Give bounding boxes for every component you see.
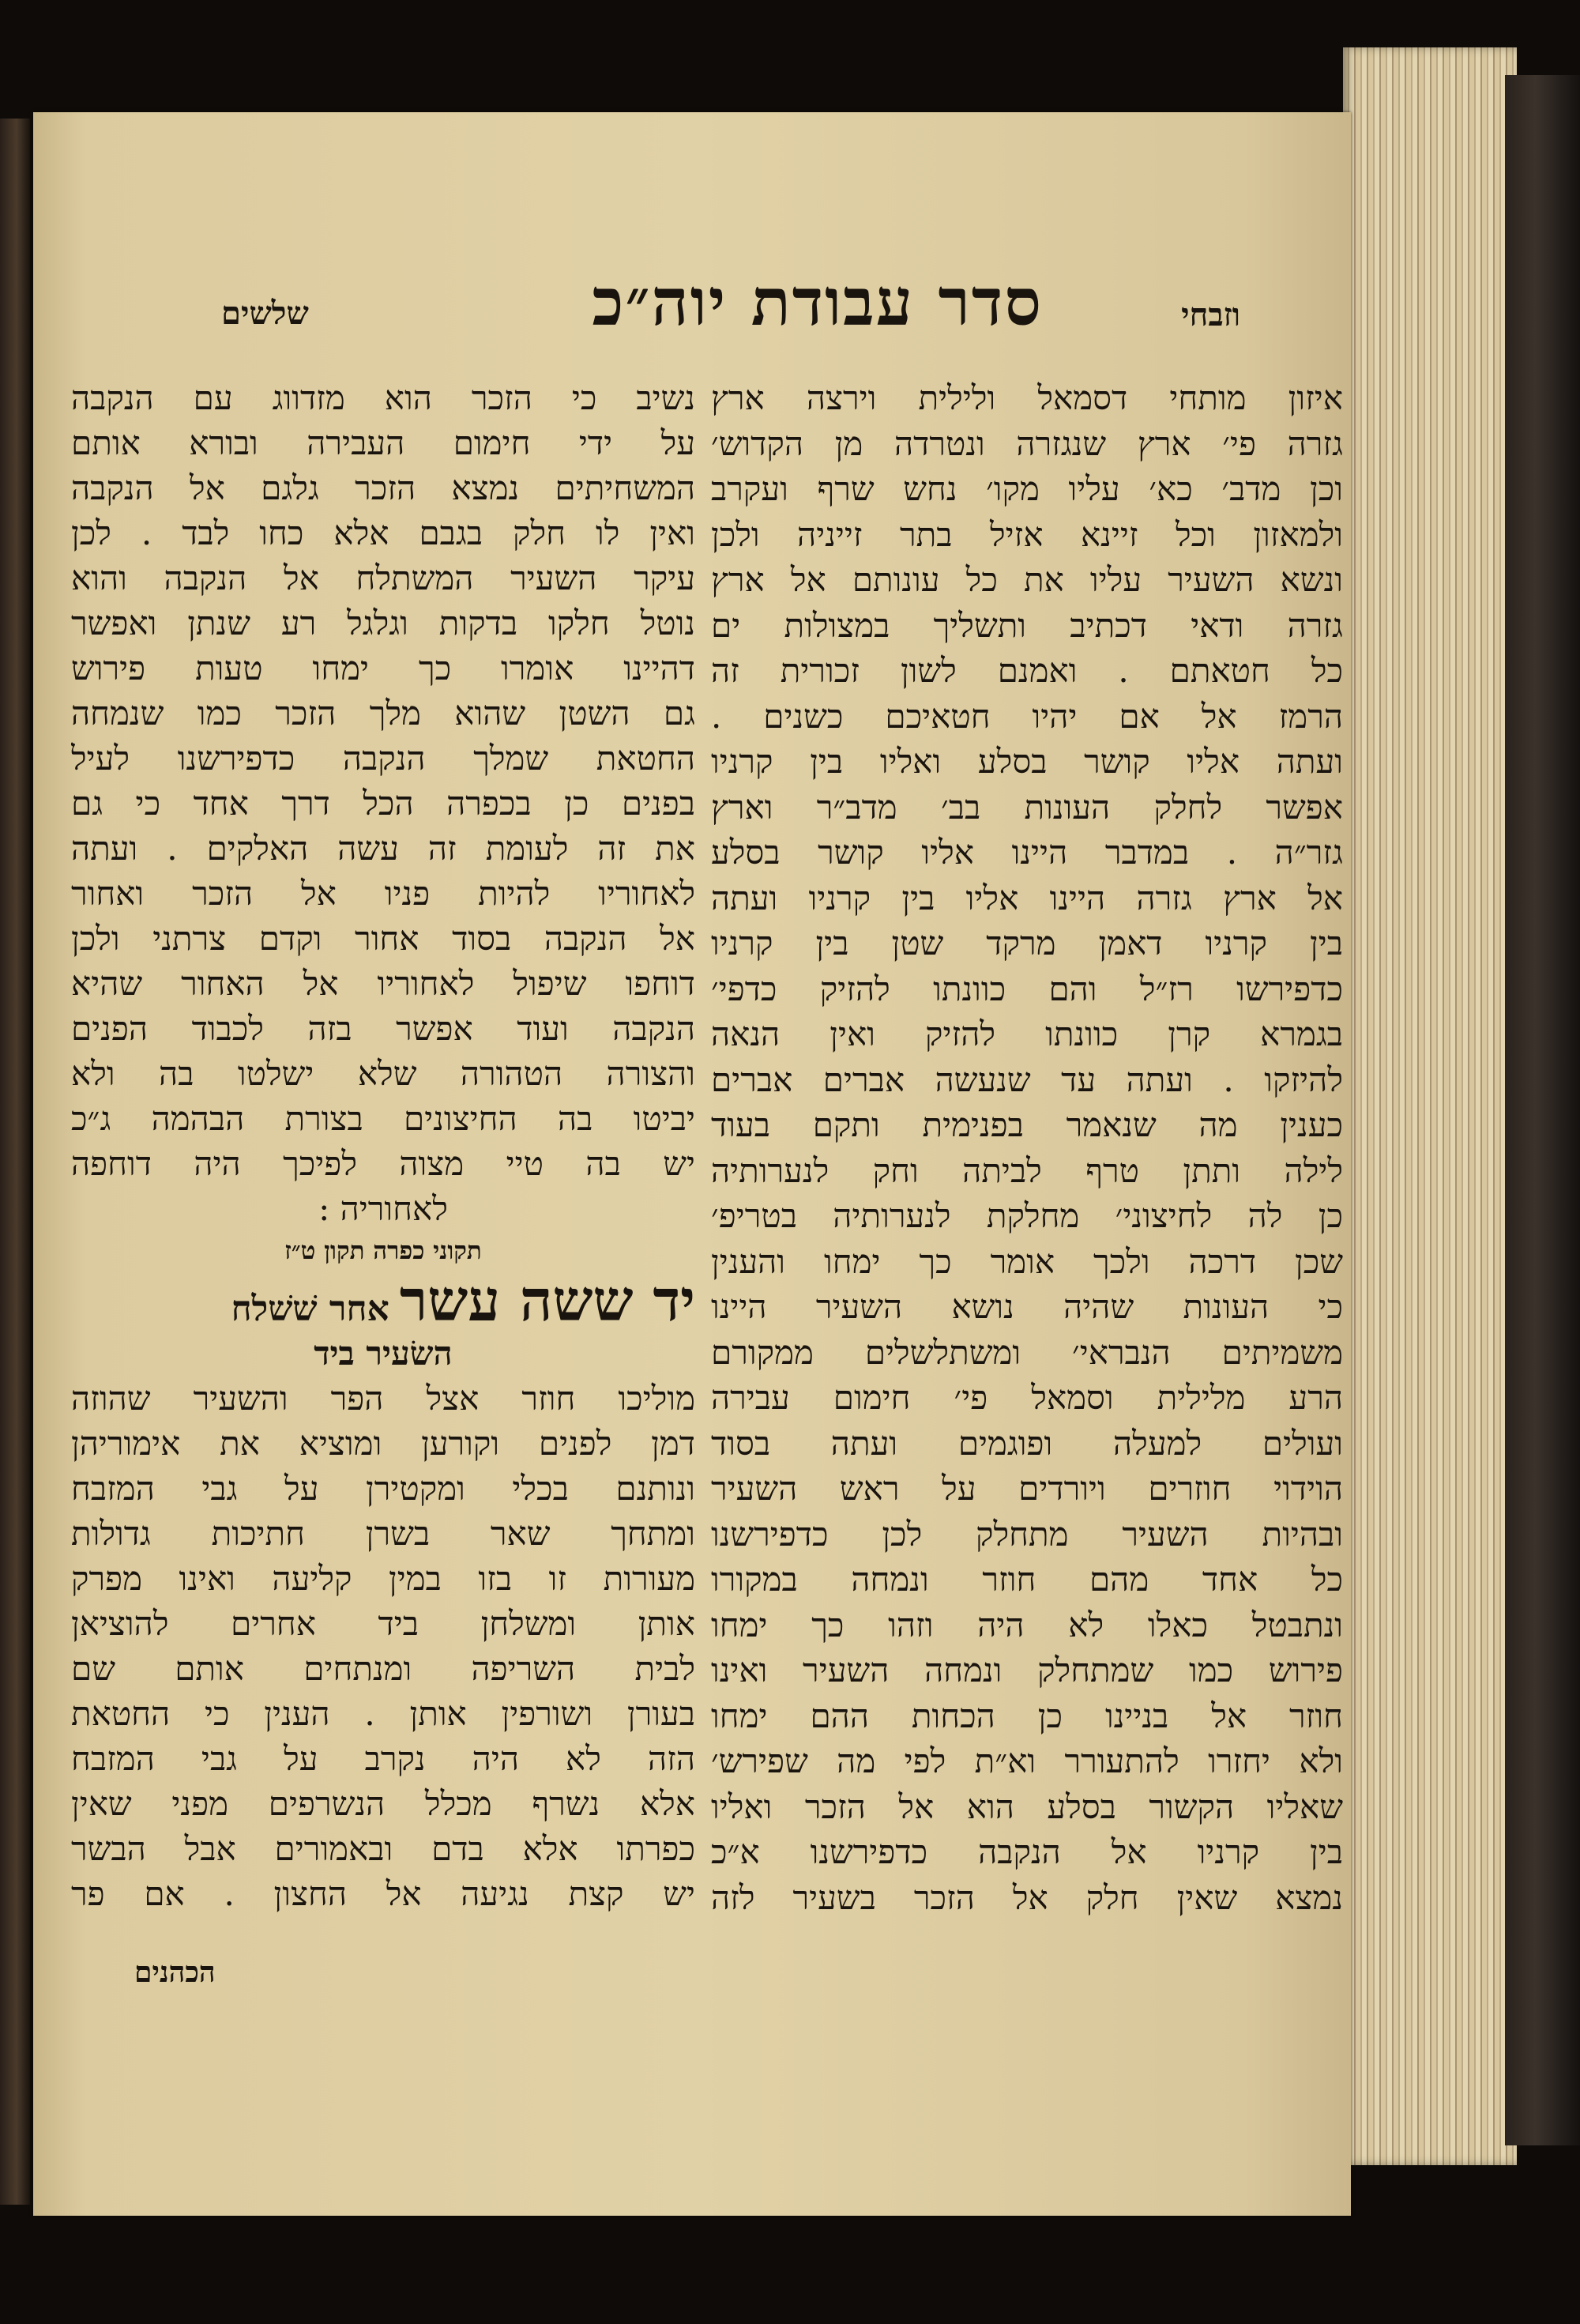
text-line: ונתבטל כאלו לא היה וזהו כך ימחו xyxy=(711,1605,1343,1644)
text-line: איזון מותחי דסמאל ולילית וירצה ארץ xyxy=(711,379,1343,417)
text-line: פירוש כמו שמתחלק ונמחה השעיר ואינו xyxy=(711,1651,1343,1689)
text-line: יש בה טיי מצוה לפיכך היה דוחפה xyxy=(71,1144,695,1183)
text-line: ועולים למעלה ופוגמים ועתה בסוד xyxy=(711,1423,1343,1463)
text-line: להיזקו . ועתה עד שנעשה אברים אברים xyxy=(711,1060,1343,1099)
text-line: המשחיתים נמצא הזכר גלגם אל הנקבה xyxy=(71,469,695,507)
text-line: אפשר לחלק העונות בב׳ מדב״ר וארץ xyxy=(711,787,1343,827)
text-line: בפנים כן בכפרה הכל דרך אחד כי גם xyxy=(71,784,695,823)
text-line: חוזר אל בניינו כן הכחות ההם ימחו xyxy=(711,1696,1343,1735)
left-column-commentary xyxy=(71,375,695,1186)
section-title-tail: אחר שׁשׁלח xyxy=(231,1289,389,1329)
text-line: כל אחד מהם חוזר ונמחה במקורו xyxy=(711,1560,1343,1599)
text-line: ונשא השעיר עליו את כל עונותם אל ארץ xyxy=(711,560,1343,599)
text-line: את זה לעומת זה עשה האלקים . ועתה xyxy=(71,829,695,868)
text-line: מעורות זו בזו במין קליעה ואינו מפרק xyxy=(71,1559,695,1598)
text-line: שכן דרכה ולכך אומר כך ימחו והענין xyxy=(711,1241,1343,1281)
running-head-title: סדר עבודת יוה״כ xyxy=(592,265,1043,341)
text-line: יביטו בה החיצונים בצורת הבהמה ג״כ xyxy=(71,1099,695,1138)
text-line: ונותנם בכלי ומקטירן על גבי המזבח xyxy=(71,1469,695,1508)
text-line: בין קרניו דאמן מרקד שטן בין קרניו xyxy=(711,924,1343,962)
catchword: הכהנים xyxy=(134,1956,216,1989)
text-line: עיקר השעיר המשתלח אל הנקבה והוא xyxy=(71,559,695,597)
text-line: כי העונות שהיה נושא השעיר היינו xyxy=(711,1287,1343,1326)
text-line: ואין לו חלק בגבם אלא כחו לבד . לכן xyxy=(71,514,695,552)
text-line: הרע מלילית וסמאל פי׳ חימום עבירה xyxy=(711,1378,1343,1417)
text-line: נשיב כי הזכר הוא מזדווג עם הנקבה xyxy=(71,379,695,417)
commentary-closing: לאחוריה : xyxy=(318,1189,448,1228)
text-line: לילה ותתן טרף לביתה וחק לנערותיה xyxy=(711,1151,1343,1190)
text-line: החטאת שמלך הנקבה כדפירשנו לעיל xyxy=(71,739,695,778)
text-line: לבית השריפה ומנתחים אותם שם xyxy=(71,1649,695,1688)
right-column xyxy=(711,375,1343,1920)
text-line: משמיתים הנבראי׳ ומשתלשלים ממקורם xyxy=(711,1332,1343,1372)
text-line: והצורה הטהורה שלא ישלטו בה ולא xyxy=(71,1054,695,1093)
text-line: הוידוי חוזרים ויורדים על ראש השעיר xyxy=(711,1469,1343,1508)
text-line: הנקבה ועוד אפשר בזה לכבוד הפנים xyxy=(71,1009,695,1048)
text-line: נוטל חלקו בדקות וגלגל רע שנתן ואפשר xyxy=(71,604,695,642)
page-stack-edges xyxy=(1343,47,1517,2165)
text-line: גזרה פי׳ ארץ שנגזרה ונטרדה מן הקדוש׳ xyxy=(711,424,1343,463)
page-text xyxy=(71,265,1343,2003)
text-line: כן לה לחיצוני׳ מחלקת לנערותיה בטריפ׳ xyxy=(711,1196,1343,1235)
text-line: על ידי חימום העבירה ובורא אותם xyxy=(71,424,695,462)
text-line: דמן לפנים וקורען ומוציא את אימוריהן xyxy=(71,1424,695,1463)
text-line: כענין מה שנאמר בפנימית ותקם בעוד xyxy=(711,1106,1343,1144)
text-line: ומתחך שאר בשרן חתיכות גדולות xyxy=(71,1514,695,1553)
text-line: דוחפו שיפול לאחוריו אל האחור שהיא xyxy=(71,964,695,1003)
text-line: אלא נשרף מכלל הנשרפים מפני שאין xyxy=(71,1784,695,1823)
text-line: לאחוריו להיות פניו אל הזכר ואחור xyxy=(71,874,695,913)
text-line: אל הנקבה בסוד אחור וקדם צרתני ולכן xyxy=(71,919,695,958)
section-title: יד ששה עשר xyxy=(399,1271,695,1331)
text-line: הזה לא היה נקרב על גבי המזבח xyxy=(71,1739,695,1778)
running-head-right: וזבחי xyxy=(1181,296,1240,333)
section-title-continuation: השׂעיר ביד xyxy=(314,1334,453,1373)
previous-page-edge xyxy=(0,119,30,2205)
running-head xyxy=(71,265,1343,360)
section-heading: תקוני כפרה תקון ט״ז xyxy=(284,1237,482,1265)
text-line: אותן ומשלחן ביד אחרים להוציאן xyxy=(71,1604,695,1643)
text-line: גם השטן שהוא מלך הזכר כמו שנמחה xyxy=(71,694,695,733)
left-column xyxy=(71,375,695,1916)
text-line: בגמרא קרן כוונתו להזיק ואין הנאה xyxy=(711,1015,1343,1053)
text-line: בעורן ושורפין אותן . הענין כי החטאת xyxy=(71,1694,695,1733)
text-line: מוליכו חוזר אצל הפר והשעיר שהוזה xyxy=(71,1379,695,1418)
text-line: שאליו הקשור בסלע הוא אל הזכר ואליו xyxy=(711,1787,1343,1826)
text-line: גזר״ה . במדבר היינו אליו קושר בסלע xyxy=(711,833,1343,872)
text-line: דהיינו אומרו כך ימחו טעות פירוש xyxy=(71,649,695,687)
text-line: כפרתו אלא בדם ובאמורים אבל הבשר xyxy=(71,1829,695,1868)
left-column-section-text xyxy=(71,1376,695,1916)
text-line: כדפירשו רז״ל והם כוונתו להזיק כדפי׳ xyxy=(711,969,1343,1008)
text-line: ולא יחזרו להתעורר וא״ת לפי מה שפירש׳ xyxy=(711,1742,1343,1780)
text-line: הרמז אל אם יהיו חטאיכם כשנים . xyxy=(711,696,1343,736)
text-line: נמצא שאין חלק אל הזכר בשעיר לזה xyxy=(711,1878,1343,1917)
book-cover-edge xyxy=(1505,75,1580,2145)
text-line: ועתה אליו קושר בסלע ואליו בין קרניו xyxy=(711,742,1343,781)
text-line: אל ארץ גזרה היינו אליו בין קרניו ועתה xyxy=(711,878,1343,917)
text-line: בין קרניו אל הנקבה כדפירשנו א״כ xyxy=(711,1832,1343,1871)
page-number: שלשים xyxy=(221,295,309,332)
section-title-row xyxy=(71,1271,695,1331)
text-line: ולמאזון וכל זיינא אזיל בתר זייניה ולכן xyxy=(711,514,1343,554)
text-line: גזרה ודאי דכתיב ותשליך במצולות ים xyxy=(711,605,1343,645)
text-line: יש קצת נגיעה אל החצון . אם פר xyxy=(71,1874,695,1913)
text-line: כל חטאתם . ואמנם לשון זכורית זה xyxy=(711,651,1343,690)
text-line: וכן מדב׳ כא׳ עליו מקו׳ נחש שרף ועקרב xyxy=(711,469,1343,508)
text-line: ובהיות השעיר מתחלק לכן כדפירשנו xyxy=(711,1514,1343,1554)
